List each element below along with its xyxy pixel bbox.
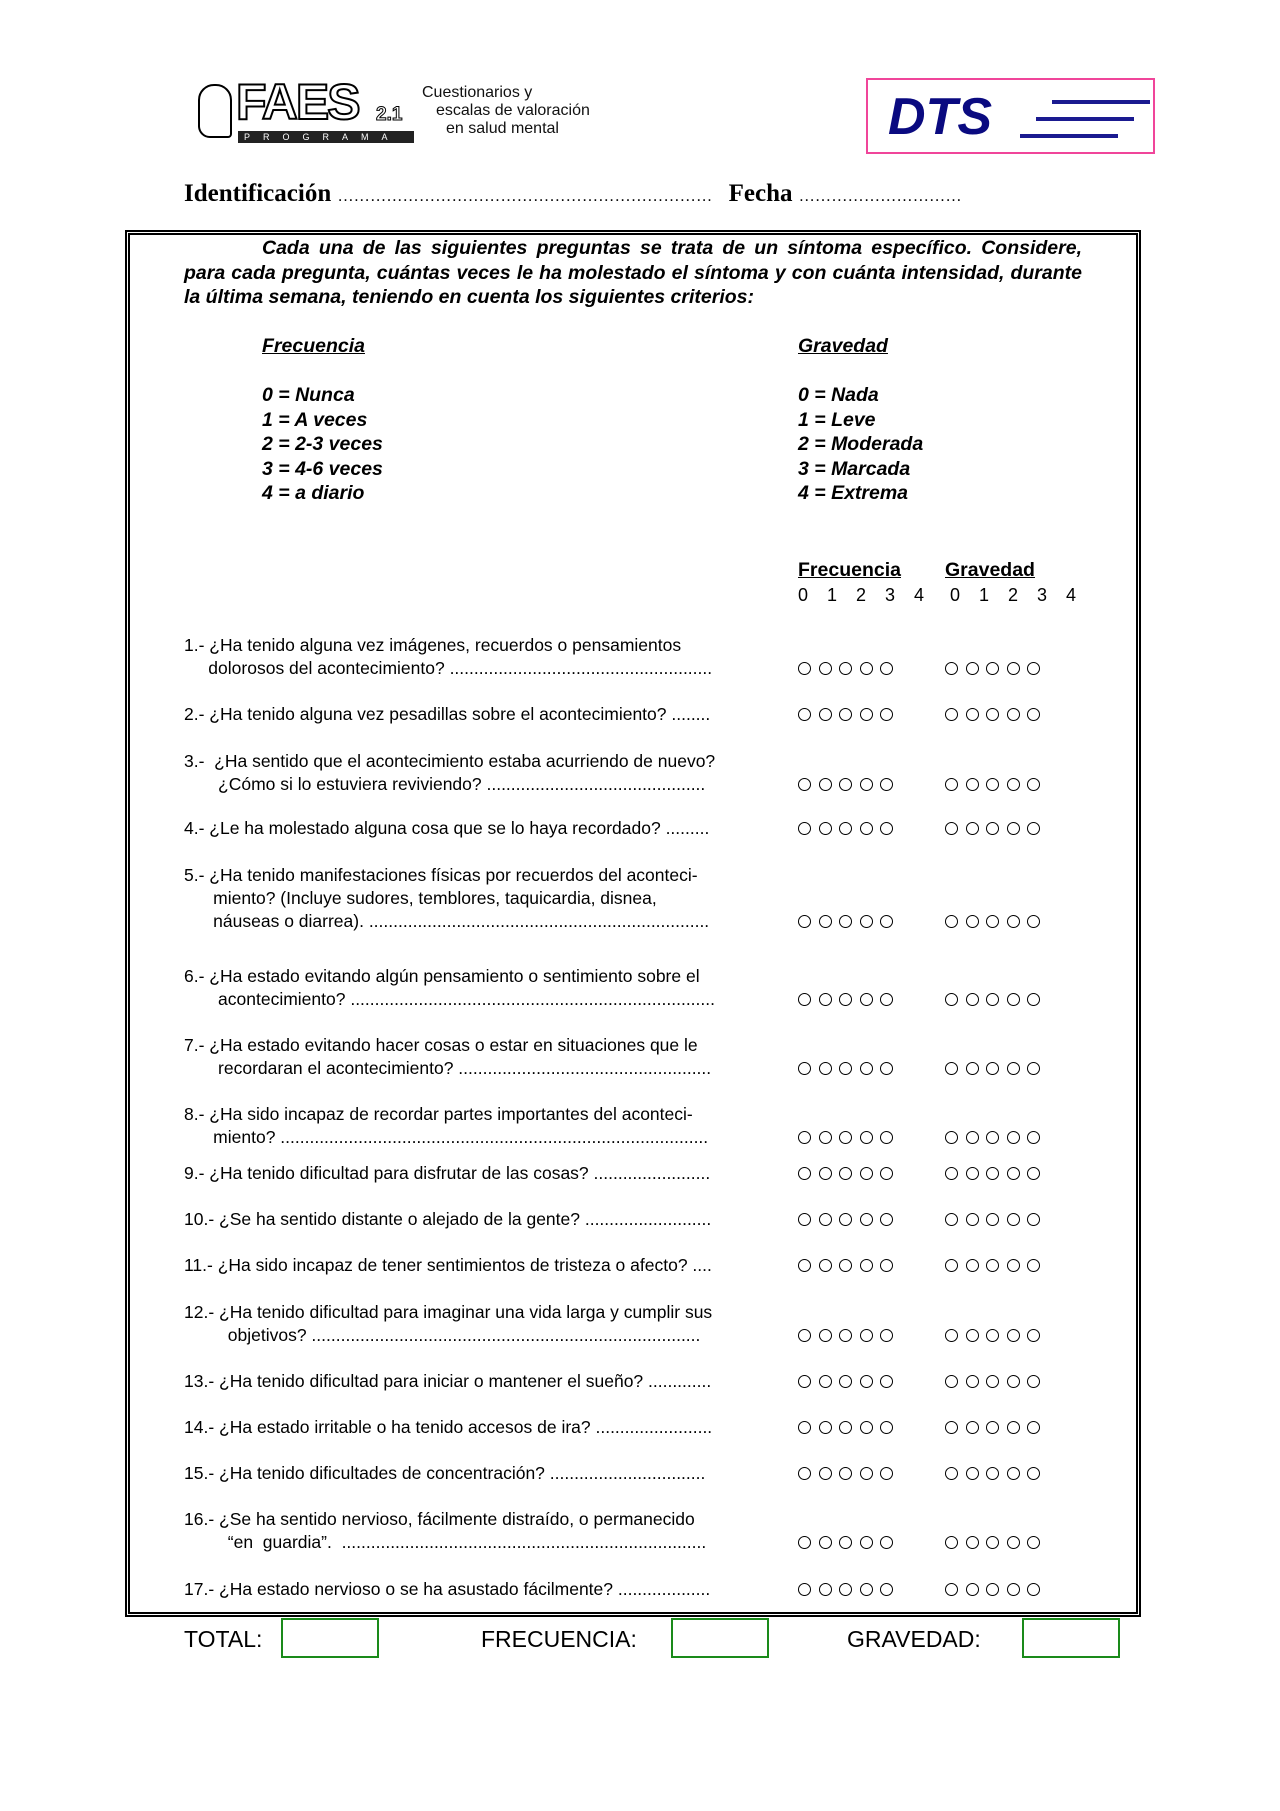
frecuencia-radio-group (798, 1213, 893, 1226)
gravedad-option-2[interactable] (986, 1259, 999, 1272)
frecuencia-option-0[interactable] (798, 1467, 811, 1480)
gravedad-option-1[interactable] (966, 1536, 979, 1549)
gravedad-option-0[interactable] (945, 822, 958, 835)
frecuencia-option-1[interactable] (819, 822, 832, 835)
gravedad-radio-group (945, 662, 1040, 675)
question-text (184, 864, 764, 933)
gravedad-option-0[interactable] (945, 1421, 958, 1434)
frecuencia-option-2[interactable] (839, 778, 852, 791)
gravedad-option-0[interactable] (945, 993, 958, 1006)
frecuencia-option-2[interactable] (839, 1583, 852, 1596)
question-text (184, 1508, 764, 1554)
gravedad-option-4[interactable] (1027, 1583, 1040, 1596)
gravedad-scale-title: Gravedad (798, 335, 888, 357)
frecuencia-radio-group (798, 1583, 893, 1596)
frecuencia-option-0[interactable] (798, 822, 811, 835)
gravedad-radio-group (945, 915, 1040, 928)
question-line: 11.- ¿Ha sido incapaz de tener sentimientos de tristeza o afecto? .... (184, 1255, 712, 1275)
instructions-lead: Cada una de las siguientes preguntas se trata de un síntoma específico. (262, 237, 973, 259)
frecuencia-option-1[interactable] (819, 1467, 832, 1480)
frecuencia-option-1[interactable] (819, 662, 832, 675)
gravedad-option-4[interactable] (1027, 778, 1040, 791)
question-line: 8.- ¿Ha sido incapaz de recordar partes importantes del aconteci- (184, 1104, 693, 1124)
question-line: náuseas o diarrea). ...................................................................... (184, 911, 710, 931)
gravedad-option-1[interactable] (966, 1131, 979, 1144)
gravedad-radio-group (945, 708, 1040, 721)
gravedad-option-2[interactable] (986, 1536, 999, 1549)
frecuencia-option-2[interactable] (839, 1536, 852, 1549)
gravedad-option-3[interactable] (1007, 708, 1020, 721)
gravedad-radio-group (945, 1583, 1040, 1596)
frecuencia-option-1[interactable] (819, 1131, 832, 1144)
gravedad-option-1[interactable] (966, 662, 979, 675)
frecuencia-radio-group (798, 1062, 893, 1075)
logo-subtitle-line: Cuestionarios y (422, 84, 533, 101)
gravedad-option-4[interactable] (1027, 1213, 1040, 1226)
gravedad-option-3[interactable] (1007, 1467, 1020, 1480)
gravedad-scale (798, 334, 923, 506)
question-text (184, 750, 764, 796)
decorative-line (1036, 117, 1134, 121)
frecuencia-option-1[interactable] (819, 708, 832, 721)
frecuencia-option-0[interactable] (798, 708, 811, 721)
frecuencia-option-3[interactable] (860, 1583, 873, 1596)
gravedad-option-1[interactable] (966, 1259, 979, 1272)
scale-item: 1 = Leve (798, 408, 876, 431)
frecuencia-option-0[interactable] (798, 1062, 811, 1075)
gravedad-option-2[interactable] (986, 1167, 999, 1180)
frecuencia-radio-group (798, 1375, 893, 1388)
scale-item: 3 = Marcada (798, 457, 911, 480)
frecuencia-option-3[interactable] (860, 1259, 873, 1272)
gravedad-option-0[interactable] (945, 1329, 958, 1342)
scale-item: 3 = 4-6 veces (262, 457, 383, 480)
gravedad-radio-group (945, 778, 1040, 791)
frecuencia-radio-group (798, 778, 893, 791)
gravedad-option-2[interactable] (986, 1583, 999, 1596)
question-line: recordaran el acontecimiento? .................................................... (184, 1058, 712, 1078)
gravedad-option-0[interactable] (945, 1467, 958, 1480)
question-text (184, 1254, 764, 1277)
gravedad-option-1[interactable] (966, 1213, 979, 1226)
frecuencia-option-4[interactable] (880, 1062, 893, 1075)
frecuencia-option-4[interactable] (880, 1536, 893, 1549)
question-text (184, 1370, 764, 1393)
frecuencia-option-2[interactable] (839, 1375, 852, 1388)
frecuencia-option-3[interactable] (860, 1167, 873, 1180)
frecuencia-option-3[interactable] (860, 1467, 873, 1480)
question-text (184, 1462, 764, 1485)
gravedad-option-3[interactable] (1007, 822, 1020, 835)
frecuencia-option-3[interactable] (860, 1375, 873, 1388)
gravedad-radio-group (945, 822, 1040, 835)
gravedad-option-2[interactable] (986, 1375, 999, 1388)
frecuencia-option-4[interactable] (880, 993, 893, 1006)
gravedad-option-2[interactable] (986, 822, 999, 835)
frecuencia-radio-group (798, 1131, 893, 1144)
gravedad-option-1[interactable] (966, 822, 979, 835)
frecuencia-option-2[interactable] (839, 1062, 852, 1075)
gravedad-option-4[interactable] (1027, 708, 1040, 721)
frecuencia-radio-group (798, 1329, 893, 1342)
frecuencia-option-0[interactable] (798, 1131, 811, 1144)
gravedad-option-4[interactable] (1027, 822, 1040, 835)
question-line: 13.- ¿Ha tenido dificultad para iniciar o mantener el sueño? ............. (184, 1371, 712, 1391)
identificacion-label: Identificación (184, 180, 332, 207)
gravedad-option-2[interactable] (986, 1329, 999, 1342)
frecuencia-option-3[interactable] (860, 1213, 873, 1226)
question-text (184, 634, 764, 680)
scale-item: 2 = 2-3 veces (262, 433, 383, 455)
frecuencia-radio-group (798, 822, 893, 835)
frecuencia-option-0[interactable] (798, 915, 811, 928)
gravedad-option-3[interactable] (1007, 778, 1020, 791)
frecuencia-option-1[interactable] (819, 1329, 832, 1342)
gravedad-option-0[interactable] (945, 1259, 958, 1272)
gravedad-option-2[interactable] (986, 1467, 999, 1480)
gravedad-option-3[interactable] (1007, 915, 1020, 928)
gravedad-option-0[interactable] (945, 1062, 958, 1075)
frecuencia-option-2[interactable] (839, 662, 852, 675)
frecuencia-option-3[interactable] (860, 1062, 873, 1075)
frecuencia-option-4[interactable] (880, 708, 893, 721)
frecuencia-option-2[interactable] (839, 1329, 852, 1342)
gravedad-option-2[interactable] (986, 662, 999, 675)
gravedad-option-4[interactable] (1027, 1329, 1040, 1342)
gravedad-numbers: 0 1 2 3 4 (950, 585, 1084, 605)
gravedad-radio-group (945, 1536, 1040, 1549)
frecuencia-option-2[interactable] (839, 1131, 852, 1144)
gravedad-radio-group (945, 1131, 1040, 1144)
gravedad-option-0[interactable] (945, 778, 958, 791)
gravedad-option-3[interactable] (1007, 1375, 1020, 1388)
head-icon (198, 84, 232, 138)
instructions (184, 236, 1082, 310)
gravedad-option-0[interactable] (945, 1167, 958, 1180)
logo-program: PROGRAMA (238, 131, 414, 143)
scale-item: 4 = Extrema (798, 482, 909, 504)
gravedad-total-box[interactable] (1022, 1618, 1120, 1658)
frecuencia-option-2[interactable] (839, 1167, 852, 1180)
frecuencia-option-4[interactable] (880, 1259, 893, 1272)
gravedad-option-0[interactable] (945, 915, 958, 928)
gravedad-option-2[interactable] (986, 1421, 999, 1434)
gravedad-option-4[interactable] (1027, 993, 1040, 1006)
frecuencia-option-2[interactable] (839, 1213, 852, 1226)
gravedad-radio-group (945, 1062, 1040, 1075)
question-line: 7.- ¿Ha estado evitando hacer cosas o estar en situaciones que le (184, 1035, 698, 1055)
gravedad-radio-group (945, 1421, 1040, 1434)
frecuencia-option-3[interactable] (860, 822, 873, 835)
gravedad-option-1[interactable] (966, 1167, 979, 1180)
fecha-label: Fecha (728, 180, 793, 207)
frecuencia-option-4[interactable] (880, 822, 893, 835)
logo-version: 2.1 (376, 104, 403, 125)
gravedad-option-4[interactable] (1027, 1467, 1040, 1480)
question-line: 4.- ¿Le ha molestado alguna cosa que se lo haya recordado? ......... (184, 818, 710, 838)
question-text (184, 1578, 764, 1601)
frecuencia-option-4[interactable] (880, 662, 893, 675)
frecuencia-option-3[interactable] (860, 1421, 873, 1434)
gravedad-option-0[interactable] (945, 1583, 958, 1596)
gravedad-option-0[interactable] (945, 1536, 958, 1549)
frecuencia-option-4[interactable] (880, 1329, 893, 1342)
gravedad-radio-group (945, 993, 1040, 1006)
gravedad-option-3[interactable] (1007, 1536, 1020, 1549)
frecuencia-option-1[interactable] (819, 1536, 832, 1549)
gravedad-option-1[interactable] (966, 1062, 979, 1075)
frecuencia-option-3[interactable] (860, 662, 873, 675)
gravedad-option-3[interactable] (1007, 1131, 1020, 1144)
gravedad-radio-group (945, 1467, 1040, 1480)
frecuencia-option-3[interactable] (860, 778, 873, 791)
frecuencia-option-1[interactable] (819, 1259, 832, 1272)
frecuencia-option-4[interactable] (880, 1421, 893, 1434)
logo-subtitle (422, 84, 590, 138)
frecuencia-option-3[interactable] (860, 915, 873, 928)
question-line: 14.- ¿Ha estado irritable o ha tenido accesos de ira? ........................ (184, 1417, 713, 1437)
frecuencia-option-1[interactable] (819, 1583, 832, 1596)
gravedad-option-4[interactable] (1027, 1375, 1040, 1388)
frecuencia-option-1[interactable] (819, 1213, 832, 1226)
gravedad-option-0[interactable] (945, 708, 958, 721)
gravedad-option-2[interactable] (986, 1213, 999, 1226)
frecuencia-option-1[interactable] (819, 1375, 832, 1388)
total-label: TOTAL: (184, 1626, 263, 1652)
dts-badge (866, 78, 1155, 154)
gravedad-option-1[interactable] (966, 1583, 979, 1596)
identificacion-field[interactable]: …………………………………………………………… (337, 188, 713, 205)
gravedad-option-2[interactable] (986, 993, 999, 1006)
gravedad-option-2[interactable] (986, 778, 999, 791)
logo-subtitle-line: escalas de valoración (436, 102, 590, 119)
frecuencia-option-0[interactable] (798, 993, 811, 1006)
column-header-gravedad: Gravedad (945, 559, 1035, 581)
gravedad-option-4[interactable] (1027, 1062, 1040, 1075)
question-text (184, 1301, 764, 1347)
question-line: objetivos? ................................................................................ (184, 1325, 701, 1345)
question-text (184, 703, 764, 726)
question-text (184, 965, 764, 1011)
gravedad-option-4[interactable] (1027, 662, 1040, 675)
question-line: 2.- ¿Ha tenido alguna vez pesadillas sobre el acontecimiento? ........ (184, 704, 711, 724)
frecuencia-total-box[interactable] (671, 1618, 769, 1658)
scale-item: 2 = Moderada (798, 433, 924, 455)
frecuencia-option-1[interactable] (819, 778, 832, 791)
frecuencia-radio-group (798, 1259, 893, 1272)
gravedad-option-4[interactable] (1027, 915, 1040, 928)
frecuencia-option-3[interactable] (860, 1536, 873, 1549)
frecuencia-option-1[interactable] (819, 1167, 832, 1180)
question-line: miento? ........................................................................................ (184, 1127, 709, 1147)
column-header-frecuencia: Frecuencia (798, 559, 901, 581)
frecuencia-option-4[interactable] (880, 1213, 893, 1226)
frecuencia-option-4[interactable] (880, 778, 893, 791)
frecuencia-radio-group (798, 1536, 893, 1549)
gravedad-option-1[interactable] (966, 708, 979, 721)
frecuencia-option-1[interactable] (819, 993, 832, 1006)
question-line: 1.- ¿Ha tenido alguna vez imágenes, recuerdos o pensamientos (184, 635, 682, 655)
question-text (184, 1416, 764, 1439)
frecuencia-option-2[interactable] (839, 993, 852, 1006)
gravedad-option-3[interactable] (1007, 1421, 1020, 1434)
gravedad-option-1[interactable] (966, 1467, 979, 1480)
fecha-field[interactable]: ………………………… (798, 188, 962, 205)
gravedad-radio-group (945, 1167, 1040, 1180)
frecuencia-radio-group (798, 662, 893, 675)
question-line: 6.- ¿Ha estado evitando algún pensamiento o sentimiento sobre el (184, 966, 700, 986)
gravedad-option-3[interactable] (1007, 662, 1020, 675)
gravedad-option-2[interactable] (986, 1062, 999, 1075)
gravedad-radio-group (945, 1259, 1040, 1272)
gravedad-option-1[interactable] (966, 1375, 979, 1388)
frecuencia-option-4[interactable] (880, 1583, 893, 1596)
frecuencia-option-2[interactable] (839, 1259, 852, 1272)
gravedad-option-0[interactable] (945, 662, 958, 675)
question-line: 3.- ¿Ha sentido que el acontecimiento estaba acurriendo de nuevo? (184, 751, 716, 771)
frecuencia-option-4[interactable] (880, 1467, 893, 1480)
frecuencia-option-2[interactable] (839, 708, 852, 721)
frecuencia-option-0[interactable] (798, 1259, 811, 1272)
question-text (184, 1162, 764, 1185)
frecuencia-radio-group (798, 1167, 893, 1180)
gravedad-option-4[interactable] (1027, 1536, 1040, 1549)
frecuencia-option-4[interactable] (880, 915, 893, 928)
scale-item: 1 = A veces (262, 408, 368, 431)
gravedad-option-3[interactable] (1007, 1213, 1020, 1226)
frecuencia-option-2[interactable] (839, 1467, 852, 1480)
gravedad-option-2[interactable] (986, 1131, 999, 1144)
total-box[interactable] (281, 1618, 379, 1658)
frecuencia-radio-group (798, 1421, 893, 1434)
gravedad-option-3[interactable] (1007, 1329, 1020, 1342)
question-line: ¿Cómo si lo estuviera reviviendo? ............................................. (184, 774, 706, 794)
gravedad-option-0[interactable] (945, 1131, 958, 1144)
question-line: dolorosos del acontecimiento? ...................................................... (184, 658, 713, 678)
frecuencia-option-1[interactable] (819, 915, 832, 928)
gravedad-option-4[interactable] (1027, 1421, 1040, 1434)
frecuencia-option-2[interactable] (839, 1421, 852, 1434)
frecuencia-option-1[interactable] (819, 1421, 832, 1434)
gravedad-option-1[interactable] (966, 993, 979, 1006)
frecuencia-option-0[interactable] (798, 1329, 811, 1342)
decorative-line (1020, 134, 1118, 138)
frecuencia-option-3[interactable] (860, 1131, 873, 1144)
frecuencia-option-4[interactable] (880, 1375, 893, 1388)
frecuencia-option-1[interactable] (819, 1062, 832, 1075)
frecuencia-option-0[interactable] (798, 778, 811, 791)
identification-line (184, 180, 962, 208)
gravedad-radio-group (945, 1375, 1040, 1388)
frecuencia-scale-title: Frecuencia (262, 335, 365, 357)
frecuencia-option-2[interactable] (839, 915, 852, 928)
frecuencia-option-0[interactable] (798, 1213, 811, 1226)
question-text (184, 1034, 764, 1080)
frecuencia-radio-group (798, 708, 893, 721)
gravedad-option-1[interactable] (966, 1421, 979, 1434)
question-line: 17.- ¿Ha estado nervioso o se ha asustado fácilmente? ................... (184, 1579, 711, 1599)
question-line: 5.- ¿Ha tenido manifestaciones físicas por recuerdos del aconteci- (184, 865, 698, 885)
frecuencia-option-0[interactable] (798, 662, 811, 675)
gravedad-option-1[interactable] (966, 915, 979, 928)
frecuencia-total-label: FRECUENCIA: (481, 1626, 637, 1652)
gravedad-option-3[interactable] (1007, 1167, 1020, 1180)
question-line: acontecimiento? ........................................................................... (184, 989, 715, 1009)
dts-title: DTS (888, 88, 992, 146)
frecuencia-option-4[interactable] (880, 1131, 893, 1144)
gravedad-option-2[interactable] (986, 915, 999, 928)
question-text (184, 817, 764, 840)
question-text (184, 1103, 764, 1149)
gravedad-option-3[interactable] (1007, 1062, 1020, 1075)
frecuencia-option-3[interactable] (860, 1329, 873, 1342)
gravedad-radio-group (945, 1329, 1040, 1342)
logo-wordmark: FAES (236, 74, 359, 130)
question-line: 10.- ¿Se ha sentido distante o alejado de la gente? .......................... (184, 1209, 712, 1229)
gravedad-total-label: GRAVEDAD: (847, 1626, 981, 1652)
frecuencia-radio-group (798, 915, 893, 928)
frecuencia-option-0[interactable] (798, 1167, 811, 1180)
frecuencia-scale (262, 334, 383, 506)
gravedad-option-4[interactable] (1027, 1167, 1040, 1180)
logo-subtitle-line: en salud mental (446, 120, 559, 137)
gravedad-option-3[interactable] (1007, 1583, 1020, 1596)
faes-logo (198, 74, 590, 146)
gravedad-radio-group (945, 1213, 1040, 1226)
frecuencia-option-0[interactable] (798, 1536, 811, 1549)
gravedad-option-1[interactable] (966, 778, 979, 791)
question-line: “en guardia”. ........................................................................... (184, 1532, 707, 1552)
scale-item: 4 = a diario (262, 482, 365, 504)
frecuencia-option-0[interactable] (798, 1421, 811, 1434)
frecuencia-option-3[interactable] (860, 708, 873, 721)
frecuencia-option-0[interactable] (798, 1583, 811, 1596)
gravedad-option-3[interactable] (1007, 1259, 1020, 1272)
question-line: 16.- ¿Se ha sentido nervioso, fácilmente distraído, o permanecido (184, 1509, 695, 1529)
gravedad-option-4[interactable] (1027, 1259, 1040, 1272)
gravedad-option-4[interactable] (1027, 1131, 1040, 1144)
frecuencia-radio-group (798, 993, 893, 1006)
gravedad-option-3[interactable] (1007, 993, 1020, 1006)
gravedad-option-0[interactable] (945, 1213, 958, 1226)
instructions-rest: Considere, para cada pregunta, cuántas veces le ha molestado el síntoma y con cuánta intensidad, durante la última semana, teniendo en cuenta los siguientes criterios: (184, 237, 1082, 308)
decorative-line (1052, 100, 1150, 104)
frecuencia-numbers: 0 1 2 3 4 (798, 585, 932, 605)
scale-item: 0 = Nunca (262, 384, 355, 406)
frecuencia-option-0[interactable] (798, 1375, 811, 1388)
gravedad-option-2[interactable] (986, 708, 999, 721)
question-text (184, 1208, 764, 1231)
frecuencia-option-3[interactable] (860, 993, 873, 1006)
question-line: 15.- ¿Ha tenido dificultades de concentración? ................................ (184, 1463, 706, 1483)
frecuencia-option-2[interactable] (839, 822, 852, 835)
question-line: 9.- ¿Ha tenido dificultad para disfrutar de las cosas? ........................ (184, 1163, 711, 1183)
question-line: 12.- ¿Ha tenido dificultad para imaginar una vida larga y cumplir sus (184, 1302, 713, 1322)
question-line: miento? (Incluye sudores, temblores, taquicardia, disnea, (184, 888, 657, 908)
frecuencia-option-4[interactable] (880, 1167, 893, 1180)
scale-item: 0 = Nada (798, 384, 879, 406)
gravedad-option-1[interactable] (966, 1329, 979, 1342)
gravedad-option-0[interactable] (945, 1375, 958, 1388)
frecuencia-radio-group (798, 1467, 893, 1480)
